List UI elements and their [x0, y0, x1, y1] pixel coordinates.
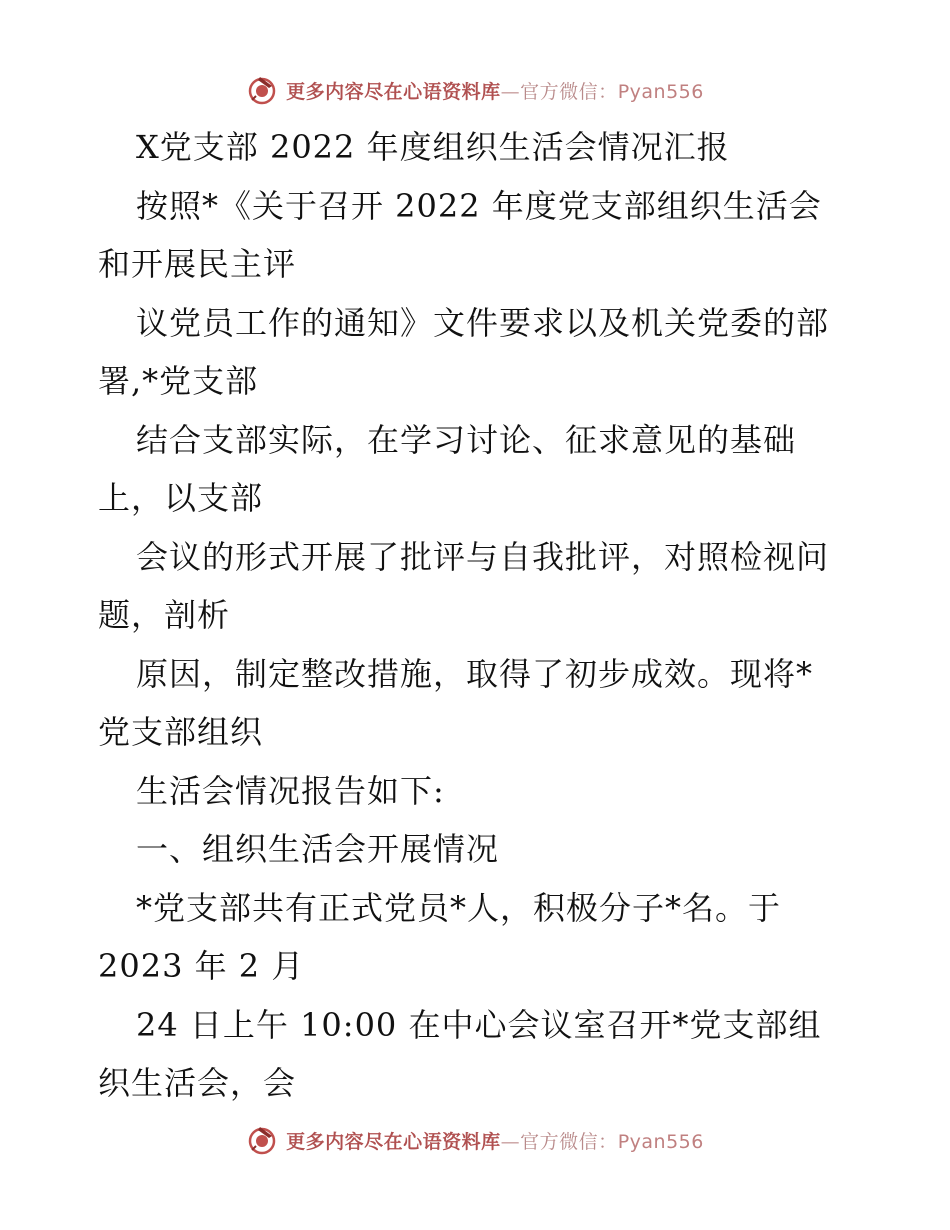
- text-line: 织生活会，会: [98, 1064, 297, 1102]
- watermark-text: [286, 1127, 704, 1154]
- text-line: 会议的形式开展了批评与自我批评，对照检视问: [136, 537, 830, 576]
- quill-logo-icon: [246, 1124, 278, 1156]
- header-watermark-banner: [0, 70, 950, 110]
- watermark-handle: Pyan556: [617, 1130, 704, 1153]
- document-body: [98, 118, 858, 1113]
- watermark-main-text: 更多内容尽在心语资料库: [286, 1130, 501, 1153]
- text-line: 按照*《关于召开 2022 年度党支部组织生活会: [136, 186, 822, 225]
- watermark-dash: —: [500, 80, 521, 103]
- watermark-main-text: 更多内容尽在心语资料库: [286, 80, 501, 103]
- text-line: X党支部 2022 年度组织生活会情况汇报: [136, 128, 730, 166]
- text-line: 生活会情况报告如下:: [136, 771, 445, 810]
- text-line: 党支部组织: [98, 713, 264, 751]
- text-line: 一、组织生活会开展情况: [136, 830, 500, 868]
- quill-logo-icon: [246, 74, 278, 106]
- footer-watermark-banner: [0, 1120, 950, 1160]
- text-line: 2023 年 2 月: [98, 947, 305, 985]
- watermark-sub-text: 官方微信：: [520, 80, 618, 103]
- text-line: 和开展民主评: [98, 245, 297, 283]
- watermark-sub-text: 官方微信：: [520, 1130, 618, 1153]
- text-line: 上，以支部: [98, 479, 264, 517]
- text-line: 议党员工作的通知》文件要求以及机关党委的部: [136, 303, 830, 342]
- text-line: 原因，制定整改措施，取得了初步成效。现将*: [136, 654, 814, 693]
- text-line: 题，剖析: [98, 596, 231, 634]
- text-line: 24 日上午 10:00 在中心会议室召开*党支部组: [136, 1005, 822, 1044]
- watermark-handle: Pyan556: [617, 80, 704, 103]
- text-line: 结合支部实际，在学习讨论、征求意见的基础: [136, 420, 797, 459]
- text-line: *党支部共有正式党员*人，积极分子*名。于: [136, 888, 782, 927]
- watermark-text: [286, 77, 704, 104]
- text-line: 署,*党支部: [98, 362, 259, 400]
- watermark-dash: —: [500, 1130, 521, 1153]
